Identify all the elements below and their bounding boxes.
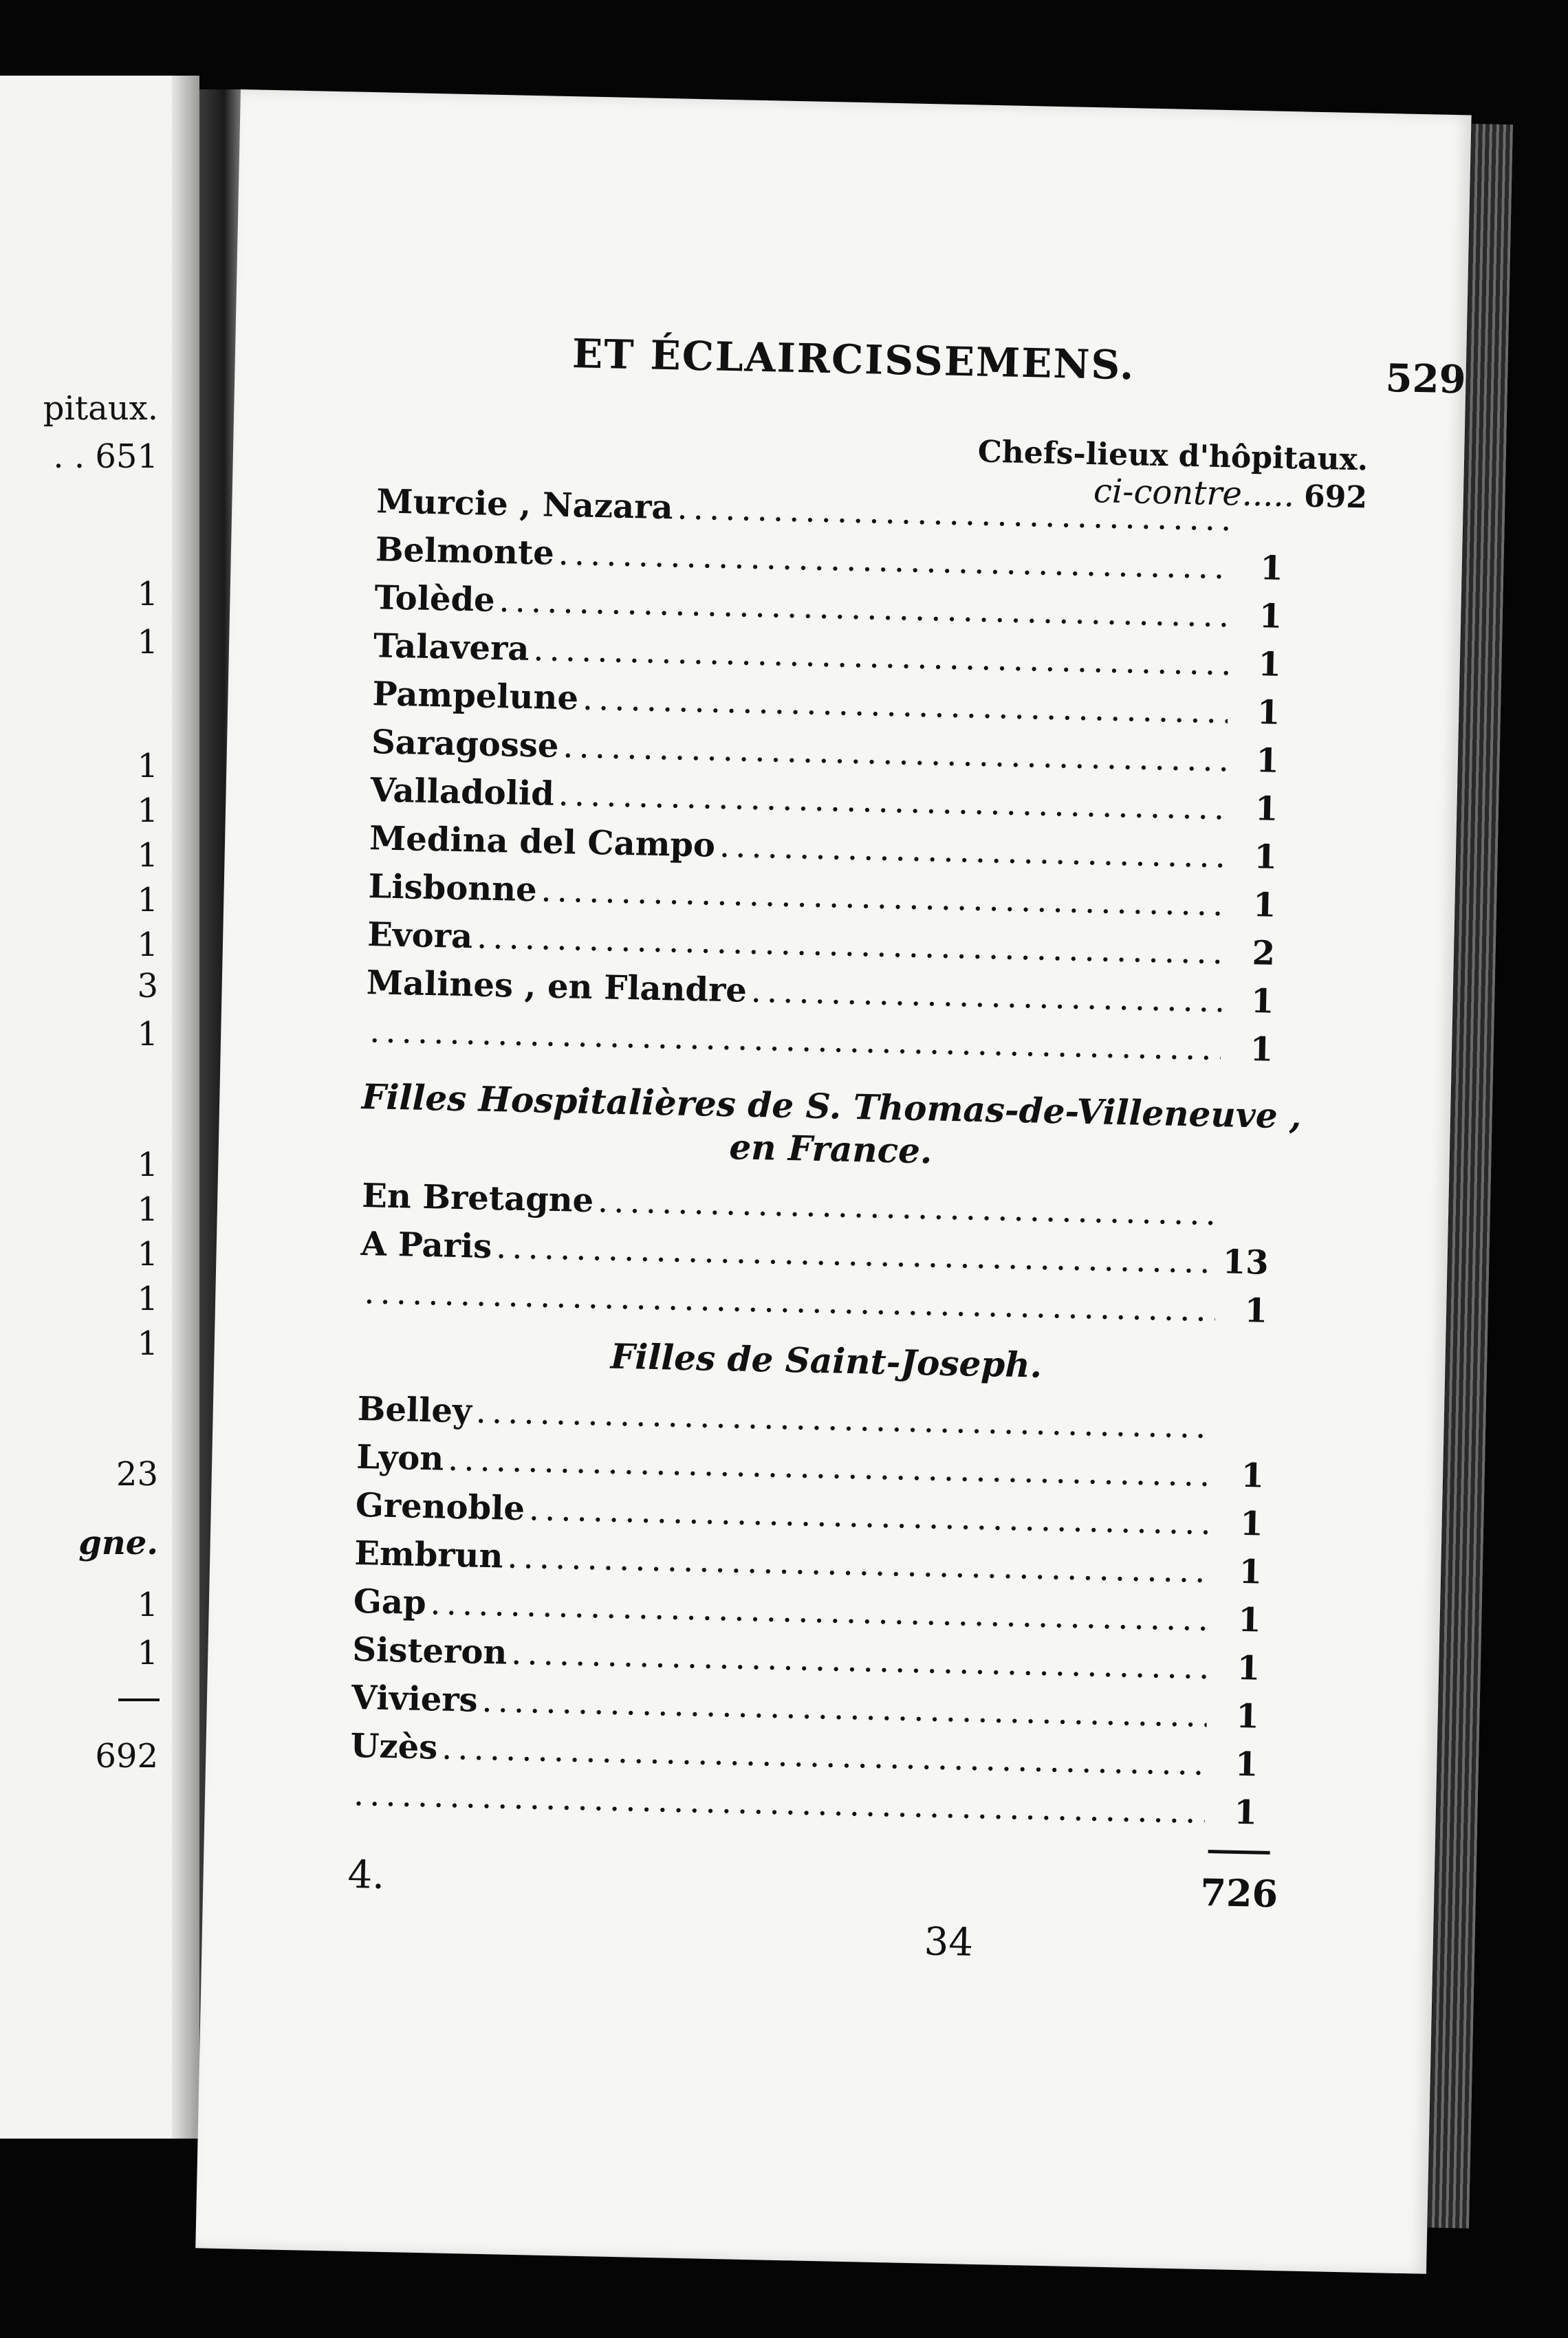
list-item: A Paris ..... 13 <box>360 1220 1269 1287</box>
list-item: Lyon ..... 1 <box>356 1433 1265 1500</box>
left-line-6: 1 <box>137 836 158 875</box>
left-line-8: 1 <box>137 926 158 964</box>
list-item: Lisbonne ..... 1 <box>368 862 1276 930</box>
list-item: Pampelune ..... 1 <box>372 670 1281 737</box>
left-line-4: 1 <box>137 747 158 785</box>
header-title: ET ÉCLAIRCISSEMENS. <box>571 330 1136 389</box>
left-line-17: gne. <box>78 1524 158 1562</box>
list-item: Saragosse ..... 1 <box>371 718 1279 785</box>
left-line-1: . . 651 <box>53 437 158 476</box>
carry-forward-value: 692 <box>1303 479 1368 516</box>
list-item: ..... 1 <box>365 1007 1274 1074</box>
list-item: Belley ..... <box>357 1385 1265 1452</box>
list-item: Grenoble ..... 1 <box>355 1481 1263 1549</box>
list-item: Uzès ..... 1 <box>350 1722 1259 1789</box>
list-item: Sisteron ..... 1 <box>352 1626 1261 1693</box>
list-item: Valladolid ..... 1 <box>370 766 1278 833</box>
section-heading-line-2: en France. <box>728 1126 933 1172</box>
left-line-19: 1 <box>137 1634 158 1672</box>
running-header <box>571 330 1466 404</box>
signature-mark: 4. <box>347 1852 385 1898</box>
list-item: Medina del Campo ..... 1 <box>369 814 1277 882</box>
list-item: Malines , en Flandre ..... 1 <box>366 959 1274 1026</box>
entries-group-3 <box>349 1385 1265 1837</box>
left-line-11: 1 <box>137 1146 158 1184</box>
left-line-15: 1 <box>137 1324 158 1363</box>
section-heading-saint-joseph: Filles de Saint-Joseph. <box>610 1335 1043 1386</box>
grand-total: 726 <box>1199 1870 1278 1916</box>
entries-group-2 <box>360 1172 1270 1335</box>
left-line-5: 1 <box>137 791 158 830</box>
carry-forward-label: ci-contre..... <box>1093 471 1295 514</box>
column-header-label: Chefs-lieux d'hôpitaux. <box>977 434 1369 478</box>
list-item: Embrun ..... 1 <box>354 1529 1263 1597</box>
left-line-13: 1 <box>137 1235 158 1274</box>
left-line-12: 1 <box>137 1190 158 1229</box>
left-line-16: 23 <box>116 1455 158 1494</box>
previous-page <box>0 76 199 2139</box>
left-line-0: pitaux. <box>43 389 158 428</box>
main-page <box>195 89 1471 2274</box>
section-heading-line-1: Filles Hospitalières de S. Thomas-de-Villeneuve , <box>361 1076 1303 1137</box>
left-line-18: 1 <box>137 1586 158 1624</box>
list-item: Talavera ..... 1 <box>373 622 1281 689</box>
signature-number: 34 <box>924 1919 974 1965</box>
left-line-9: 3 <box>137 967 158 1005</box>
list-item: Belmonte ..... 1 <box>375 525 1283 593</box>
left-line-3: 1 <box>137 623 158 662</box>
list-item: Viviers ..... 1 <box>351 1674 1259 1741</box>
left-sum-rule <box>118 1698 160 1701</box>
left-line-14: 1 <box>137 1280 158 1318</box>
page-number: 529 <box>1384 355 1467 403</box>
section-heading-thomas-de-villeneuve <box>349 1075 1313 1181</box>
list-item: Evora ..... 2 <box>367 910 1276 978</box>
list-item: Tolède ..... 1 <box>374 573 1283 641</box>
left-line-2: 1 <box>137 575 158 613</box>
left-line-20: 692 <box>95 1737 158 1776</box>
page-gutter <box>172 76 199 2139</box>
left-line-7: 1 <box>137 881 158 919</box>
list-item: ..... 1 <box>349 1770 1257 1837</box>
list-item: Murcie , Nazara ..... <box>376 477 1285 545</box>
left-line-10: 1 <box>137 1015 158 1053</box>
entries-group-1 <box>365 477 1285 1073</box>
list-item: En Bretagne ..... <box>362 1172 1270 1239</box>
list-item: Gap ..... 1 <box>353 1577 1261 1645</box>
sum-rule <box>1208 1850 1270 1855</box>
list-item: ..... 1 <box>360 1268 1268 1335</box>
